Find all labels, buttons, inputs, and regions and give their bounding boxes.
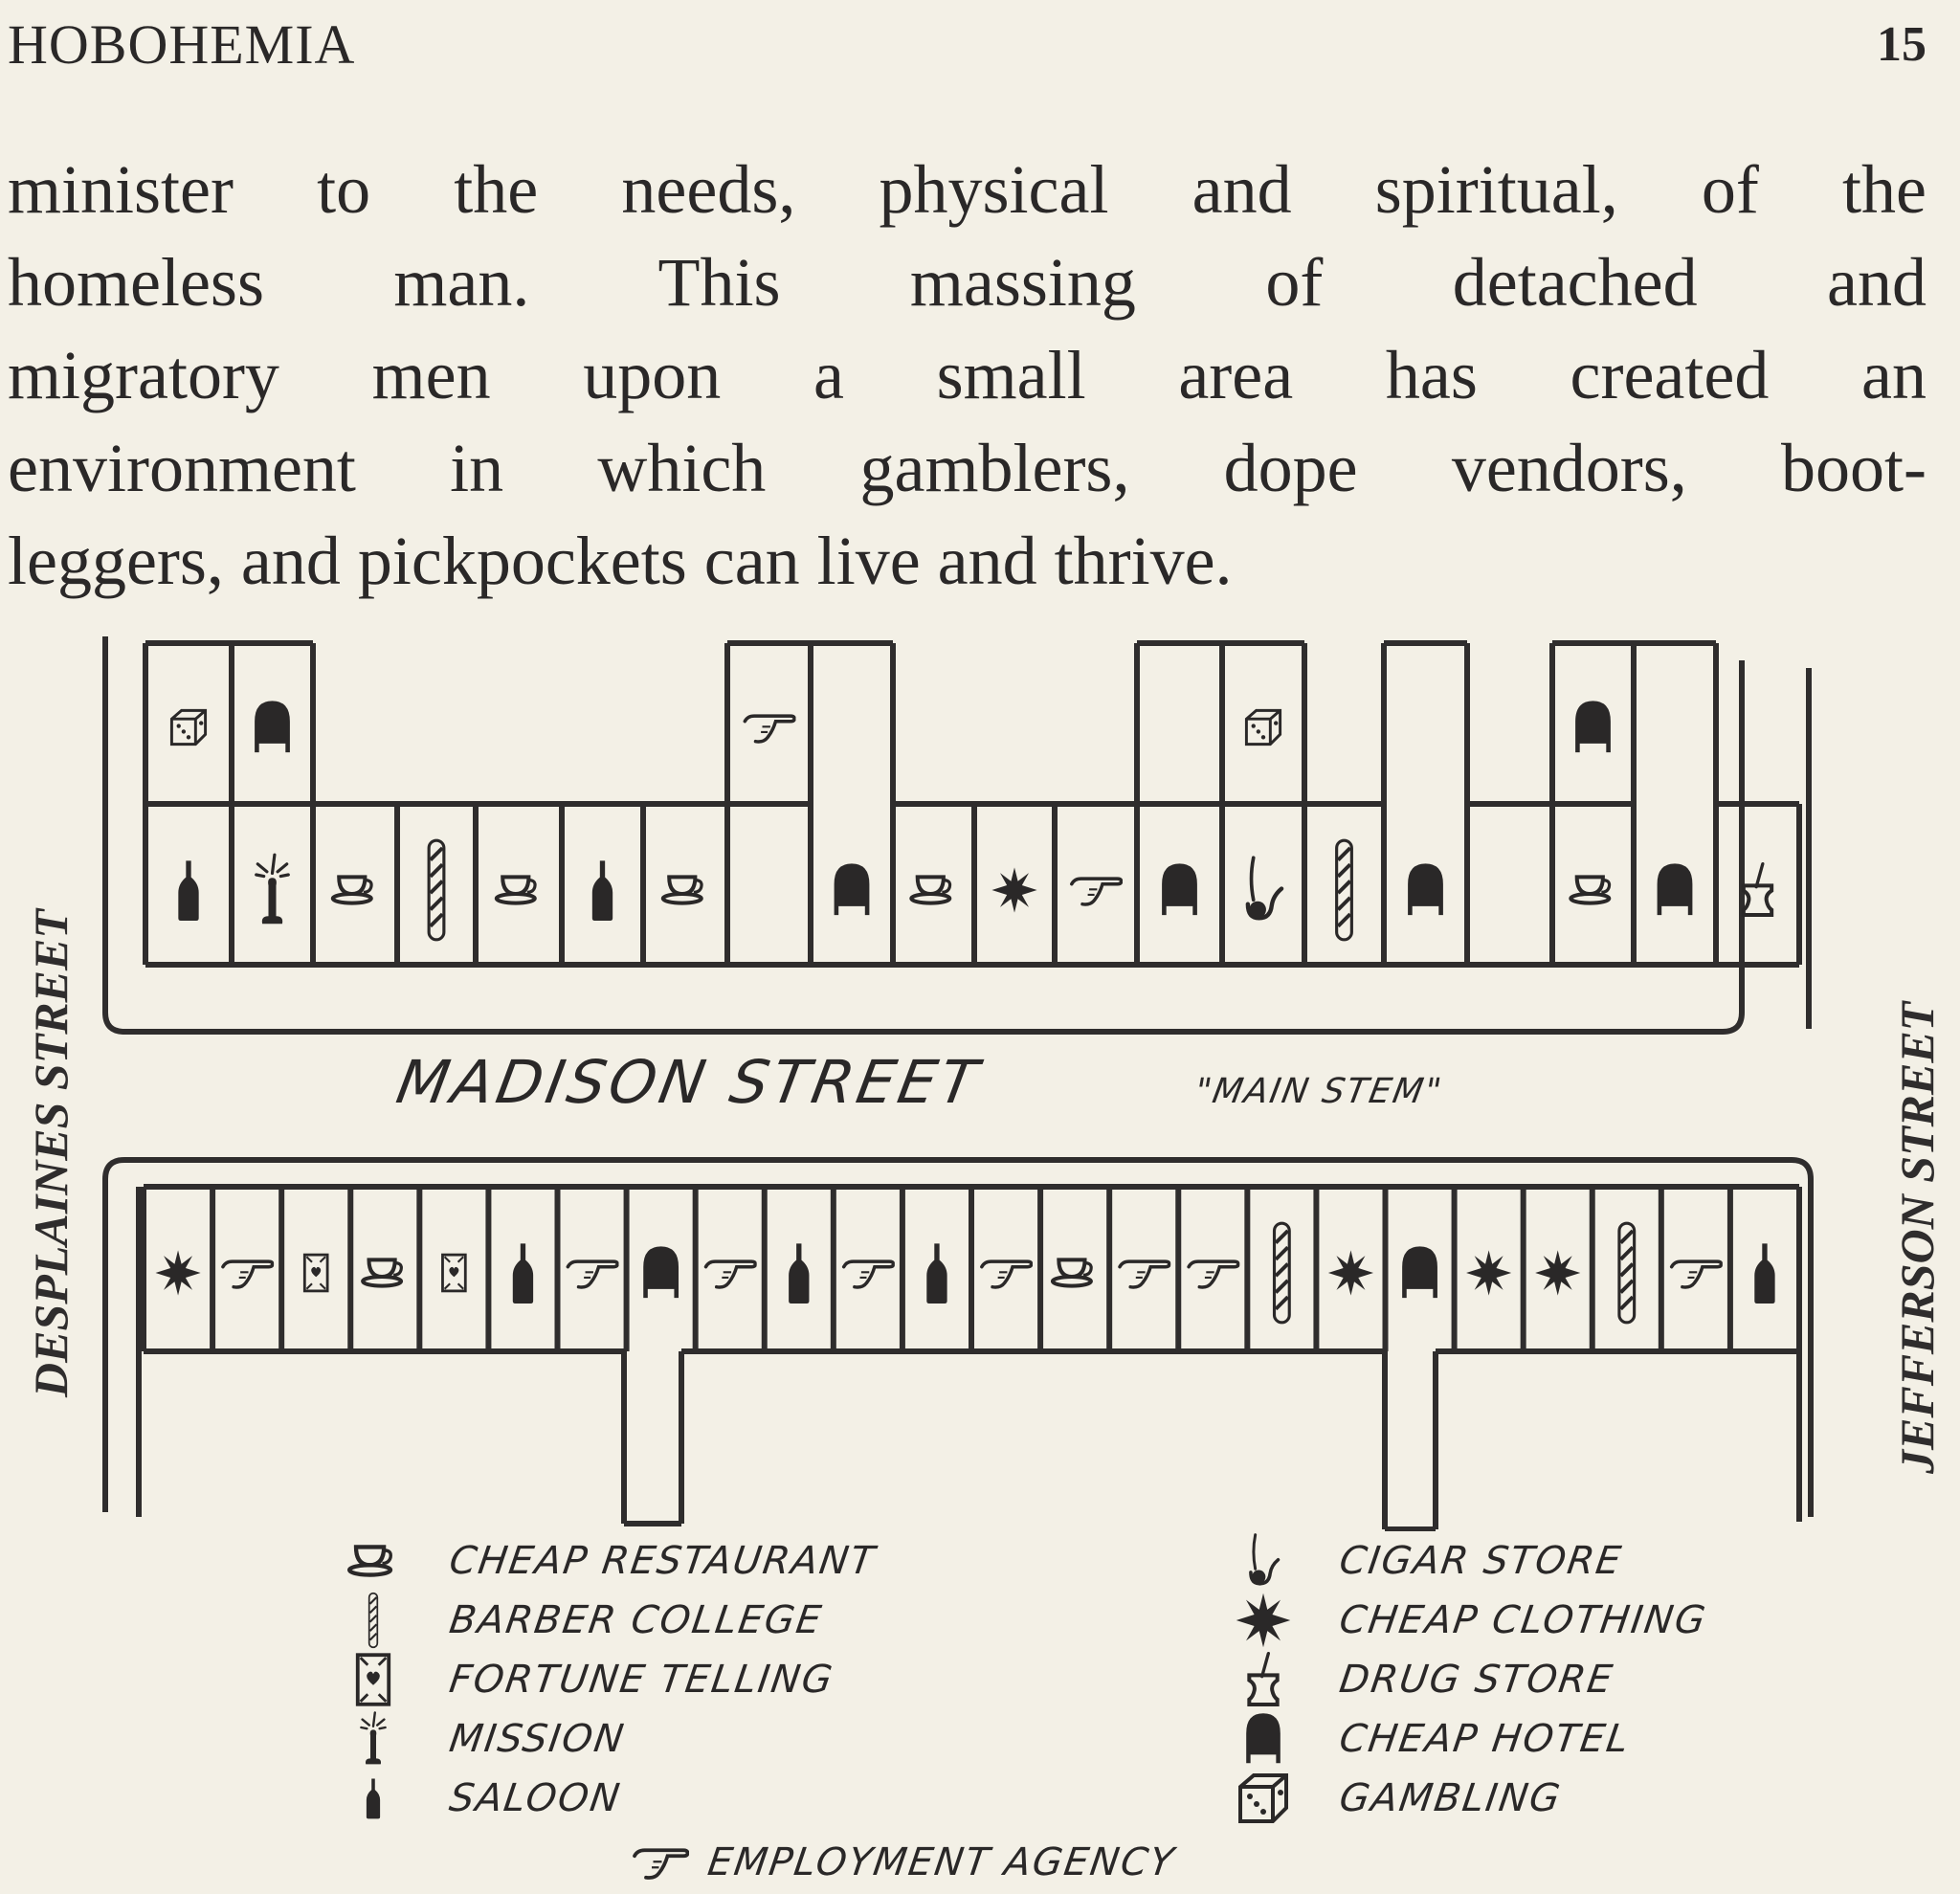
cheap-restaurant-icon	[497, 877, 535, 902]
cheap-restaurant-icon	[1570, 877, 1609, 902]
employment-agency-icon	[1672, 1261, 1722, 1287]
employment-agency-icon	[1072, 879, 1122, 904]
cheap-clothing-icon	[1235, 1592, 1292, 1649]
employment-agency-icon	[568, 1261, 617, 1287]
employment-agency-icon	[982, 1261, 1032, 1287]
cheap-clothing-icon	[1328, 1250, 1373, 1295]
saloon-icon	[926, 1243, 947, 1304]
saloon-icon	[1754, 1243, 1774, 1304]
cheap-restaurant-icon	[663, 877, 702, 902]
cheap-hotel-icon	[1162, 863, 1197, 915]
cheap-hotel-icon	[1408, 863, 1443, 915]
employment-agency-icon	[632, 1834, 689, 1891]
drug-store-icon	[1235, 1651, 1292, 1708]
employment-agency-icon	[844, 1261, 894, 1287]
cheap-clothing-icon	[1535, 1250, 1580, 1295]
fortune-telling-icon	[442, 1255, 465, 1291]
cheap-hotel-icon	[1658, 863, 1693, 915]
barber-college-icon	[429, 840, 444, 940]
legend-label: CHEAP RESTAURANT	[446, 1539, 880, 1583]
cheap-clothing-icon	[155, 1250, 200, 1295]
fortune-telling-icon	[345, 1651, 402, 1708]
legend-item-gambling	[1235, 1769, 1706, 1828]
saloon-icon	[592, 860, 612, 921]
north-block	[145, 643, 1799, 965]
legend-label: FORTUNE TELLING	[446, 1658, 837, 1702]
legend-label: CHEAP HOTEL	[1336, 1717, 1634, 1761]
cheap-clothing-icon	[991, 867, 1036, 912]
legend-item-employment	[632, 1833, 1178, 1892]
saloon-icon	[513, 1243, 533, 1304]
street-label-main: MADISON STREET	[391, 1047, 987, 1117]
legend-label: EMPLOYMENT AGENCY	[704, 1840, 1178, 1884]
legend-item-drug	[1235, 1650, 1706, 1709]
employment-agency-icon	[745, 716, 794, 742]
cheap-restaurant-icon	[345, 1532, 402, 1590]
employment-agency-icon	[1189, 1261, 1238, 1287]
barber-college-icon	[1275, 1223, 1290, 1323]
legend-column-left	[345, 1531, 880, 1828]
page-header	[8, 11, 1927, 78]
text-line: migratory men upon a small area has created an	[8, 337, 1927, 413]
body-paragraph	[8, 144, 1927, 608]
legend-item-restaurant	[345, 1531, 880, 1591]
gambling-icon	[1246, 710, 1280, 744]
street-label-east: JEFFERSON STREET	[1890, 1001, 1944, 1474]
gambling-icon	[171, 710, 205, 744]
text-line: environment in which gamblers, dope vendors, boot-	[8, 430, 1927, 506]
legend-label: MISSION	[446, 1717, 629, 1761]
map-legend	[345, 1531, 1876, 1885]
cheap-clothing-icon	[1466, 1250, 1511, 1295]
text-line: minister to the needs, physical and spiritual, of the	[8, 151, 1927, 228]
page-number: 15	[1877, 17, 1927, 72]
drug-store-icon	[1744, 864, 1771, 915]
cheap-hotel-icon	[1235, 1710, 1292, 1768]
madison-street-map	[0, 613, 1960, 1531]
text-line: homeless man. This massing of detached and	[8, 244, 1927, 321]
legend-item-hotel	[1235, 1709, 1706, 1769]
text-line: leggers, and pickpockets can live and thrive.	[8, 523, 1233, 599]
gambling-icon	[1235, 1770, 1292, 1827]
cheap-restaurant-icon	[333, 877, 371, 902]
legend-label: BARBER COLLEGE	[446, 1598, 826, 1642]
cheap-restaurant-icon	[911, 877, 949, 902]
legend-column-right	[1235, 1531, 1710, 1828]
legend-item-saloon	[345, 1769, 876, 1828]
legend-item-cigar	[1235, 1531, 1706, 1591]
cheap-hotel-icon	[1575, 701, 1611, 752]
cheap-restaurant-icon	[363, 1259, 401, 1285]
street-nickname: "MAIN STEM"	[1192, 1070, 1447, 1111]
barber-college-icon	[345, 1592, 402, 1649]
cheap-restaurant-icon	[1053, 1259, 1091, 1285]
cheap-hotel-icon	[1402, 1246, 1437, 1298]
street-outline-south	[105, 1160, 1811, 1517]
barber-college-icon	[1337, 840, 1352, 940]
legend-item-fortune	[345, 1650, 876, 1709]
legend-label: SALOON	[446, 1776, 624, 1820]
employment-agency-icon	[223, 1261, 273, 1287]
saloon-icon	[789, 1243, 809, 1304]
cigar-store-icon	[1235, 1532, 1292, 1590]
employment-agency-icon	[706, 1261, 756, 1287]
cigar-store-icon	[1248, 858, 1281, 918]
cheap-hotel-icon	[643, 1246, 679, 1298]
legend-label: CIGAR STORE	[1336, 1539, 1626, 1583]
cheap-hotel-icon	[255, 701, 290, 752]
legend-item-clothing	[1235, 1591, 1710, 1650]
employment-agency-icon	[1120, 1261, 1169, 1287]
street-label-west: DESPLAINES STREET	[24, 909, 78, 1397]
saloon-icon	[345, 1770, 402, 1827]
fortune-telling-icon	[304, 1255, 327, 1291]
saloon-icon	[178, 860, 198, 921]
legend-label: DRUG STORE	[1336, 1658, 1617, 1702]
mission-icon	[345, 1710, 402, 1768]
mission-icon	[256, 855, 289, 924]
barber-college-icon	[1619, 1223, 1635, 1323]
legend-label: CHEAP CLOTHING	[1336, 1598, 1710, 1642]
south-block	[144, 1187, 1799, 1529]
legend-label: GAMBLING	[1336, 1776, 1565, 1820]
running-head: HOBOHEMIA	[8, 13, 356, 76]
legend-item-barber	[345, 1591, 876, 1650]
legend-item-mission	[345, 1709, 876, 1769]
cheap-hotel-icon	[835, 863, 870, 915]
